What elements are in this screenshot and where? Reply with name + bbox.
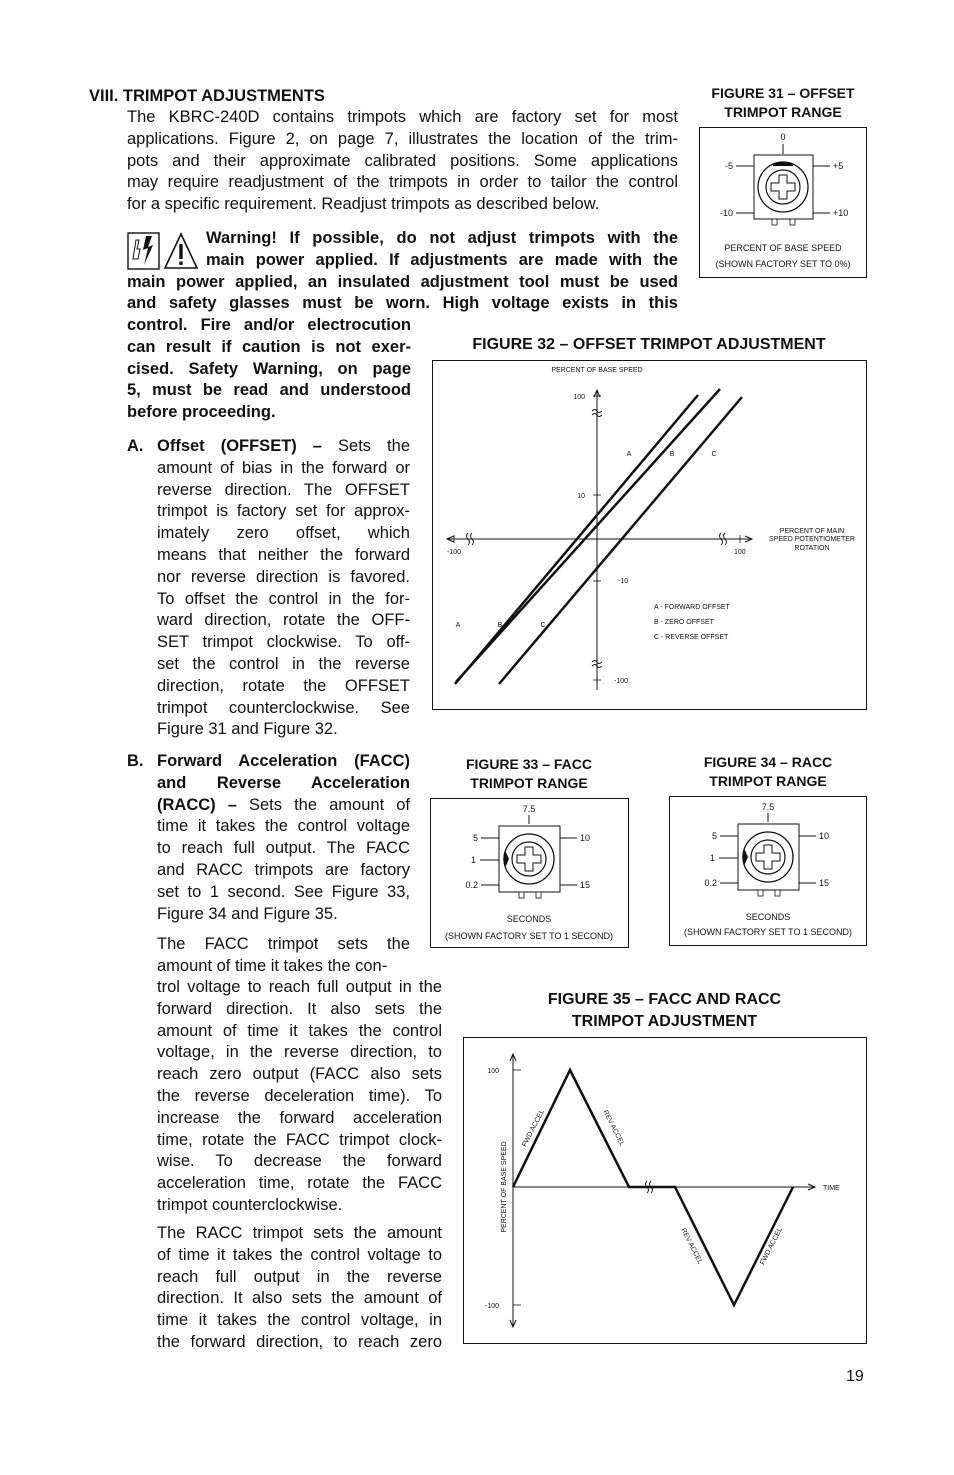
facc-line: the reverse deceleration time). To bbox=[157, 1086, 442, 1105]
fig32-tick-y10: 10 bbox=[577, 493, 585, 500]
fig32-offset-graph bbox=[432, 360, 867, 710]
intro-line: The KBRC-240D contains trimpots which are factory set for most bbox=[127, 108, 678, 126]
item-a-lead-rest: Sets the bbox=[321, 437, 410, 455]
facc-paragraph-narrow bbox=[157, 934, 410, 978]
fig31-trimpot-diagram bbox=[699, 127, 867, 278]
facc-paragraph bbox=[157, 977, 442, 1217]
facc-line: forward direction. It also sets the bbox=[157, 999, 442, 1018]
fig33-title-line: FIGURE 33 – FACC bbox=[465, 756, 593, 772]
fig31-label-pos5: +5 bbox=[833, 161, 844, 171]
fig31-label-0: 0 bbox=[780, 132, 786, 142]
item-a-title: Offset (OFFSET) – bbox=[157, 437, 322, 455]
fig34-trimpot-diagram bbox=[669, 796, 867, 946]
warning-line: main power applied. If adjustments are made with the bbox=[206, 250, 678, 269]
fig32-tick-y100: 100 bbox=[573, 394, 585, 401]
fig35-label-fwd-accel-2: FWD ACCEL bbox=[759, 1226, 785, 1267]
facc-line: reach zero output (FACC also sets bbox=[157, 1065, 442, 1084]
facc-line: trimpot counterclockwise. bbox=[157, 1195, 343, 1214]
item-a-line: ward direction, rotate the OFF- bbox=[157, 611, 410, 630]
racc-line: time it takes the control voltage, in bbox=[157, 1311, 442, 1330]
fig32-tick-yneg10: -10 bbox=[618, 578, 629, 585]
fig32-legend-c: C - REVERSE OFFSET bbox=[654, 634, 729, 641]
fig33-caption-1: SECONDS bbox=[506, 914, 552, 924]
warning-text bbox=[127, 228, 678, 315]
fig33-title-line: TRIMPOT RANGE bbox=[470, 775, 588, 791]
facc-line: amount of time it takes the control bbox=[157, 1021, 442, 1040]
fig33-label-7-5: 7.5 bbox=[522, 804, 536, 814]
fig33-trimpot-diagram bbox=[430, 798, 629, 948]
fig33-label-0-2: 0.2 bbox=[465, 880, 478, 890]
item-b-line: Figure 34 and Figure 35. bbox=[157, 904, 338, 923]
fig35-tick-neg100: -100 bbox=[484, 1303, 499, 1310]
racc-line: of time it takes the control voltage to bbox=[157, 1245, 442, 1264]
fig34-label-10: 10 bbox=[819, 831, 830, 841]
fig35-title bbox=[463, 989, 866, 1033]
fig33-label-5: 5 bbox=[472, 833, 478, 843]
fig34-title-line: TRIMPOT RANGE bbox=[709, 773, 827, 789]
intro-paragraph bbox=[127, 107, 678, 216]
page-number: 19 bbox=[846, 1368, 864, 1385]
fig32-legend-b: B - ZERO OFFSET bbox=[654, 619, 714, 626]
fig34-label-7-5: 7.5 bbox=[761, 802, 775, 812]
facc-line: voltage, in the reverse direction, to bbox=[157, 1043, 442, 1062]
fig33-label-10: 10 bbox=[580, 833, 591, 843]
item-b-line: set to 1 second. See Figure 33, bbox=[157, 882, 410, 901]
fig32-x-axis-title: ROTATION bbox=[794, 545, 830, 552]
fig31-label-neg5: -5 bbox=[724, 161, 733, 171]
item-a-line: SET trimpot clockwise. To off- bbox=[157, 633, 410, 652]
warning-line: main power applied, an insulated adjustment tool must be used bbox=[127, 272, 678, 291]
item-b-line: and RACC trimpots are factory bbox=[157, 860, 410, 879]
item-b-line bbox=[157, 795, 410, 817]
fig35-title-line: FIGURE 35 – FACC AND RACC bbox=[547, 991, 782, 1008]
item-b-lead-rest: Sets the amount of bbox=[236, 795, 410, 814]
fig32-y-axis-title: PERCENT OF BASE SPEED bbox=[551, 367, 643, 374]
fig32-label-b-bottom: B bbox=[497, 622, 503, 629]
intro-line: pots and their approximate calibrated positions. Some applications bbox=[127, 151, 678, 170]
fig32-tick-x100: 100 bbox=[734, 549, 746, 556]
fig32-label-c-top: C bbox=[711, 451, 717, 458]
facc-line: The FACC trimpot sets the bbox=[157, 935, 410, 953]
fig35-label-rev-accel-1: REV ACCEL bbox=[601, 1109, 626, 1148]
facc-line: acceleration time, rotate the FACC bbox=[157, 1174, 442, 1193]
warning-line: 5, must be read and understood bbox=[127, 381, 411, 400]
warning-line: control. Fire and/or electrocution bbox=[127, 316, 411, 334]
fig32-label-a-top: A bbox=[626, 451, 632, 458]
fig32-x-axis-title: SPEED POTENTIOMETER bbox=[769, 536, 855, 543]
fig34-caption-1: SECONDS bbox=[745, 912, 791, 922]
fig34-title-line: FIGURE 34 – RACC bbox=[703, 754, 833, 770]
fig32-legend-a: A - FORWARD OFFSET bbox=[654, 604, 730, 611]
item-a-line: trimpot is factory set for approx- bbox=[157, 502, 410, 521]
fig31-label-neg10: -10 bbox=[719, 208, 733, 218]
item-a-line: means that neither the forward bbox=[157, 545, 410, 564]
item-a-line: direction, rotate the OFFSET bbox=[157, 676, 410, 695]
fig35-accel-graph bbox=[463, 1037, 867, 1344]
facc-line: trol voltage to reach full output in the bbox=[157, 978, 442, 996]
fig35-title-line: TRIMPOT ADJUSTMENT bbox=[571, 1013, 758, 1030]
intro-line: may require readjustment of the trimpots in order to tailor the control bbox=[127, 173, 678, 192]
item-a-line: nor reverse direction is favored. bbox=[157, 567, 410, 586]
racc-line: direction. It also sets the amount of bbox=[157, 1289, 442, 1308]
fig32-tick-yneg100: -100 bbox=[614, 678, 629, 685]
racc-line: The RACC trimpot sets the amount bbox=[157, 1224, 442, 1242]
warning-line: can result if caution is not exer- bbox=[127, 337, 411, 356]
item-b-title: and Reverse Acceleration bbox=[157, 773, 410, 792]
fig32-label-c-bottom: C bbox=[540, 622, 546, 629]
fig33-caption-2: (SHOWN FACTORY SET TO 1 SECOND) bbox=[444, 931, 614, 941]
warning-text-narrow bbox=[127, 315, 411, 424]
item-a-line: trimpot counterclockwise. See bbox=[157, 698, 410, 717]
fig34-caption-2: (SHOWN FACTORY SET TO 1 SECOND) bbox=[683, 927, 853, 937]
item-b-title: Forward Acceleration (FACC) bbox=[157, 752, 410, 770]
warning-line: before proceeding. bbox=[127, 403, 276, 422]
intro-line: applications. Figure 2, on page 7, illustrates the location of the trim- bbox=[127, 129, 678, 148]
warning-line: cised. Safety Warning, on page bbox=[127, 359, 411, 378]
fig32-label-a-bottom: A bbox=[455, 622, 461, 629]
item-a-line: reverse direction. The OFFSET bbox=[157, 480, 410, 499]
item-a-line bbox=[157, 436, 410, 458]
racc-line: the forward direction, to reach zero bbox=[157, 1332, 442, 1351]
fig31-caption-1: PERCENT OF BASE SPEED bbox=[724, 243, 842, 253]
item-a-line: amount of bias in the forward or bbox=[157, 458, 410, 477]
intro-line: for a specific requirement. Readjust trimpots as described below. bbox=[127, 195, 600, 214]
item-b-marker: B. bbox=[127, 752, 144, 770]
item-b-text bbox=[157, 751, 410, 925]
item-a-line: imately zero offset, which bbox=[157, 524, 410, 543]
fig31-title-line: TRIMPOT RANGE bbox=[724, 104, 842, 120]
item-a-text bbox=[157, 436, 410, 741]
fig34-label-15: 15 bbox=[819, 878, 830, 888]
fig31-caption-2: (SHOWN FACTORY SET TO 0%) bbox=[715, 259, 851, 269]
fig33-label-1: 1 bbox=[470, 855, 476, 865]
warning-line: Warning! If possible, do not adjust trimpots with the bbox=[206, 229, 678, 247]
fig35-label-rev-accel-2: REV ACCEL bbox=[679, 1227, 704, 1266]
fig34-label-0-2: 0.2 bbox=[704, 878, 717, 888]
facc-line: amount of time it takes the con- bbox=[157, 956, 388, 975]
fig32-label-b-top: B bbox=[669, 451, 675, 458]
fig33-label-15: 15 bbox=[580, 880, 591, 890]
fig35-label-fwd-accel-1: FWD ACCEL bbox=[521, 1108, 547, 1149]
item-a-line: set the control in the reverse bbox=[157, 654, 410, 673]
fig35-y-axis-title: PERCENT OF BASE SPEED bbox=[501, 1141, 508, 1233]
fig31-title bbox=[698, 84, 868, 122]
item-a-line: Figure 31 and Figure 32. bbox=[157, 720, 338, 739]
fig34-label-1: 1 bbox=[709, 853, 715, 863]
section-heading: VIII. TRIMPOT ADJUSTMENTS bbox=[89, 87, 325, 105]
fig31-label-pos10: +10 bbox=[833, 208, 849, 218]
item-a-line: To offset the control in the for- bbox=[157, 589, 410, 608]
racc-line: reach full output in the reverse bbox=[157, 1267, 442, 1286]
item-b-line: time it takes the control voltage bbox=[157, 817, 410, 836]
facc-line: time, rotate the FACC trimpot clock- bbox=[157, 1130, 442, 1149]
fig32-tick-xneg100: -100 bbox=[447, 549, 462, 556]
facc-line: increase the forward acceleration bbox=[157, 1108, 442, 1127]
fig35-x-axis-title: TIME bbox=[823, 1185, 840, 1192]
fig32-title: FIGURE 32 – OFFSET TRIMPOT ADJUSTMENT bbox=[472, 336, 826, 353]
fig35-tick-100: 100 bbox=[487, 1068, 499, 1075]
item-b-line: to reach full output. The FACC bbox=[157, 839, 410, 858]
fig34-title bbox=[669, 753, 867, 791]
fig31-title-line: FIGURE 31 – OFFSET bbox=[711, 85, 855, 101]
fig34-label-5: 5 bbox=[711, 831, 717, 841]
item-a-marker: A. bbox=[127, 437, 144, 455]
racc-paragraph bbox=[157, 1223, 442, 1354]
item-b-title: (RACC) – bbox=[157, 795, 237, 814]
warning-line: and safety glasses must be worn. High voltage exists in this bbox=[127, 294, 678, 313]
fig33-title bbox=[430, 755, 628, 793]
fig32-x-axis-title: PERCENT OF MAIN bbox=[779, 528, 845, 535]
facc-line: wise. To decrease the forward bbox=[157, 1152, 442, 1171]
